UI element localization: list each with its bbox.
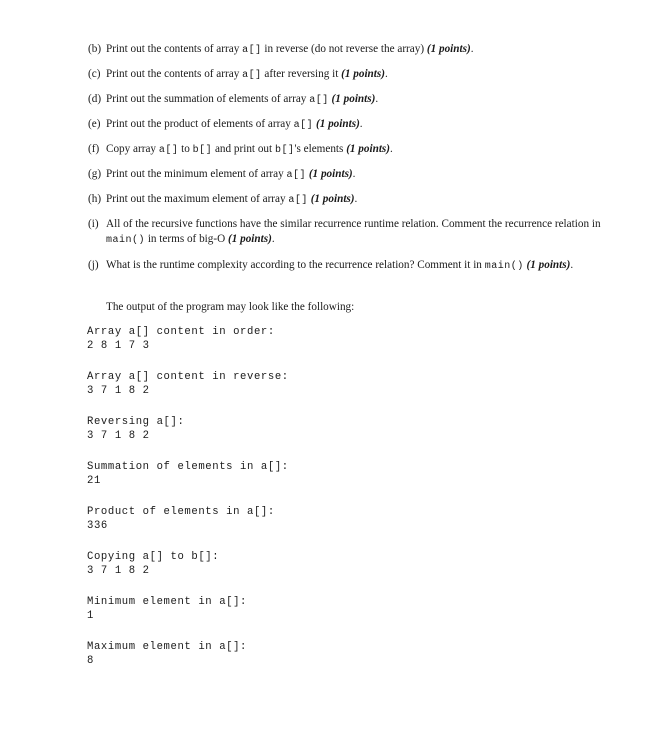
text-segment: 's elements: [294, 143, 347, 155]
item-label: (i): [88, 218, 99, 230]
output-block-summation: [87, 460, 289, 488]
output-intro: The output of the program may look like the following:: [106, 301, 355, 313]
text-segment: Print out the summation of elements of array: [106, 93, 310, 105]
item-text: [106, 192, 628, 208]
output-heading: Minimum element in a[]:: [87, 596, 248, 608]
code-snippet: a[]: [288, 195, 308, 206]
text-segment: Print out the minimum element of array: [106, 168, 287, 180]
output-heading: Reversing a[]:: [87, 416, 185, 428]
text-segment: All of the recursive functions have the similar recurrence runtime relation. Comment the recurrence relation in: [106, 218, 601, 230]
output-heading: Summation of elements in a[]:: [87, 461, 289, 473]
points-label: (1 points): [227, 233, 272, 245]
item-label: (d): [88, 93, 102, 105]
output-value: 3 7 1 8 2: [87, 385, 150, 397]
output-value: 8: [87, 655, 94, 667]
text-segment: .: [384, 68, 388, 80]
item-label: (g): [88, 168, 102, 180]
text-segment: Print out the contents of array: [106, 68, 243, 80]
text-segment: in terms of big-O: [145, 233, 228, 245]
text-segment: Print out the contents of array: [106, 43, 243, 55]
code-snippet: main(): [106, 235, 146, 246]
points-label: (1 points): [426, 43, 471, 55]
code-snippet: main(): [484, 261, 524, 272]
text-segment: .: [271, 233, 275, 245]
output-value: 336: [87, 520, 108, 532]
code-snippet: a[]: [242, 45, 262, 56]
output-block-copying: [87, 550, 219, 578]
item-text: [106, 92, 628, 108]
question-item-c: [88, 67, 628, 83]
text-segment: .: [470, 43, 474, 55]
code-snippet: b[]: [274, 145, 295, 156]
text-segment: after reversing it: [261, 68, 342, 80]
output-value: 21: [87, 475, 101, 487]
item-label: (c): [88, 68, 101, 80]
text-segment: in reverse (do not reverse the array): [261, 43, 427, 55]
item-label: (e): [88, 118, 101, 130]
code-snippet: a[]: [293, 120, 314, 131]
question-item-j: [88, 258, 628, 274]
item-text: [106, 217, 628, 248]
question-item-d: [88, 92, 628, 108]
output-value: 3 7 1 8 2: [87, 430, 150, 442]
output-value: 2 8 1 7 3: [87, 340, 150, 352]
points-label: (1 points): [341, 68, 385, 80]
output-heading: Array a[] content in order:: [87, 326, 275, 338]
question-item-g: [88, 167, 628, 183]
item-label: (h): [88, 193, 102, 205]
item-text: [106, 142, 628, 158]
item-label: (j): [88, 259, 99, 271]
question-item-f: [88, 142, 628, 158]
text-segment: .: [354, 193, 358, 205]
output-value: 3 7 1 8 2: [87, 565, 150, 577]
output-heading: Array a[] content in reverse:: [87, 371, 289, 383]
code-snippet: a[]: [309, 95, 329, 106]
points-label: (1 points): [310, 193, 355, 205]
item-label: (f): [88, 143, 100, 155]
points-label: (1 points): [346, 143, 391, 155]
points-label: (1 points): [308, 168, 353, 180]
question-item-e: [88, 117, 628, 133]
text-segment: What is the runtime complexity according to the recurrence relation? Comment it in: [106, 259, 485, 271]
text-segment: Print out the product of elements of array: [106, 118, 294, 130]
code-snippet: a[]: [286, 170, 307, 181]
output-block-product: [87, 505, 275, 533]
text-segment: Copy array: [106, 143, 159, 155]
output-block-reverse: [87, 370, 289, 398]
code-snippet: a[]: [242, 70, 262, 81]
output-block-order: [87, 325, 275, 353]
output-heading: Product of elements in a[]:: [87, 506, 275, 518]
text-segment: .: [375, 93, 379, 105]
output-value: 1: [87, 610, 94, 622]
output-heading: Copying a[] to b[]:: [87, 551, 220, 563]
question-item-h: [88, 192, 628, 208]
text-segment: to: [178, 143, 193, 155]
item-text: [106, 67, 628, 83]
code-snippet: b[]: [192, 145, 213, 156]
text-segment: .: [570, 259, 574, 271]
question-item-i: [88, 217, 628, 248]
points-label: (1 points): [315, 118, 360, 130]
item-text: [106, 42, 628, 58]
text-segment: and print out: [212, 143, 275, 155]
text-segment: .: [390, 143, 393, 155]
output-heading: Maximum element in a[]:: [87, 641, 248, 653]
item-text: [106, 117, 628, 133]
item-text: [106, 258, 628, 274]
text-segment: Print out the maximum element of array: [106, 193, 289, 205]
output-block-maximum: [87, 640, 247, 668]
item-text: [106, 167, 628, 183]
points-label: (1 points): [331, 93, 376, 105]
text-segment: .: [352, 168, 356, 180]
points-label: (1 points): [526, 259, 571, 271]
output-block-reversing: [87, 415, 184, 443]
item-label: (b): [88, 43, 102, 55]
question-item-b: [88, 42, 628, 58]
text-segment: .: [359, 118, 363, 130]
code-snippet: a[]: [158, 145, 179, 156]
output-block-minimum: [87, 595, 247, 623]
